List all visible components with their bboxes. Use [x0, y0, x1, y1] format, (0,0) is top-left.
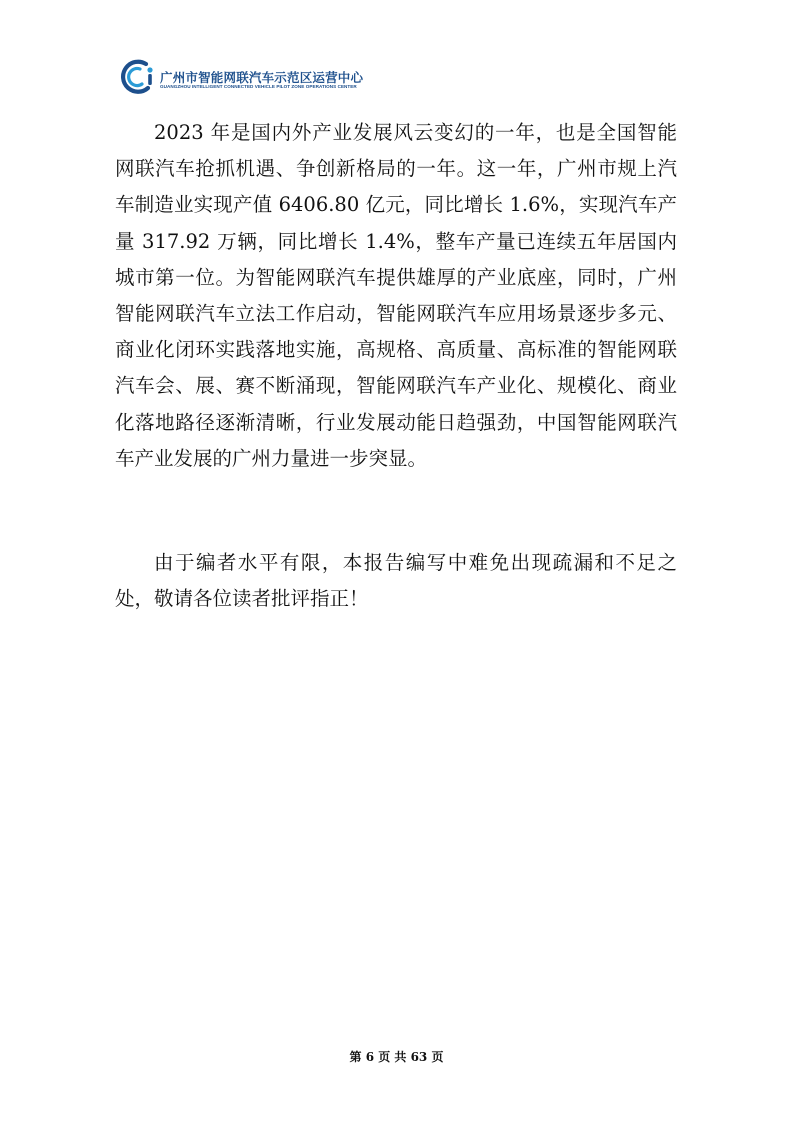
body-paragraph-1: 2023 年是国内外产业发展风云变幻的一年，也是全国智能网联汽车抢抓机遇、争创新格局的一年。这一年，广州市规上汽车制造业实现产值 6406.80 亿元，同比增长 1.6%，实现汽车产量 317.92 万辆，同比增长 1.4%，整车产量已连续五年居国内城市第一位。为智能网联汽车提供雄厚的产业底座，同时，广州智能网联汽车立法工作启动，智能网联汽车应用场景逐步多元、商业化闭环实践落地实施，高规格、高质量、高标准的智能网联汽车会、展、赛不断涌现，智能网联汽车产业化、规模化、商业化落地路径逐渐清晰，行业发展动能日趋强劲，中国智能网联汽车产业发展的广州力量进一步突显。	[115, 121, 677, 470]
body-paragraph-2: 由于编者水平有限，本报告编写中难免出现疏漏和不足之处，敬请各位读者批评指正！	[115, 551, 677, 611]
org-name-cn: 广州市智能网联汽车示范区运营中心	[160, 70, 364, 85]
gic-logo-icon	[118, 57, 158, 97]
page-number: 第 6 页 共 63 页	[349, 1050, 444, 1064]
org-name-en: GUANGZHOU INTELLIGENT CONNECTED VEHICLE PILOT ZONE OPERATIONS CENTER	[160, 84, 357, 89]
page-header	[118, 57, 518, 97]
